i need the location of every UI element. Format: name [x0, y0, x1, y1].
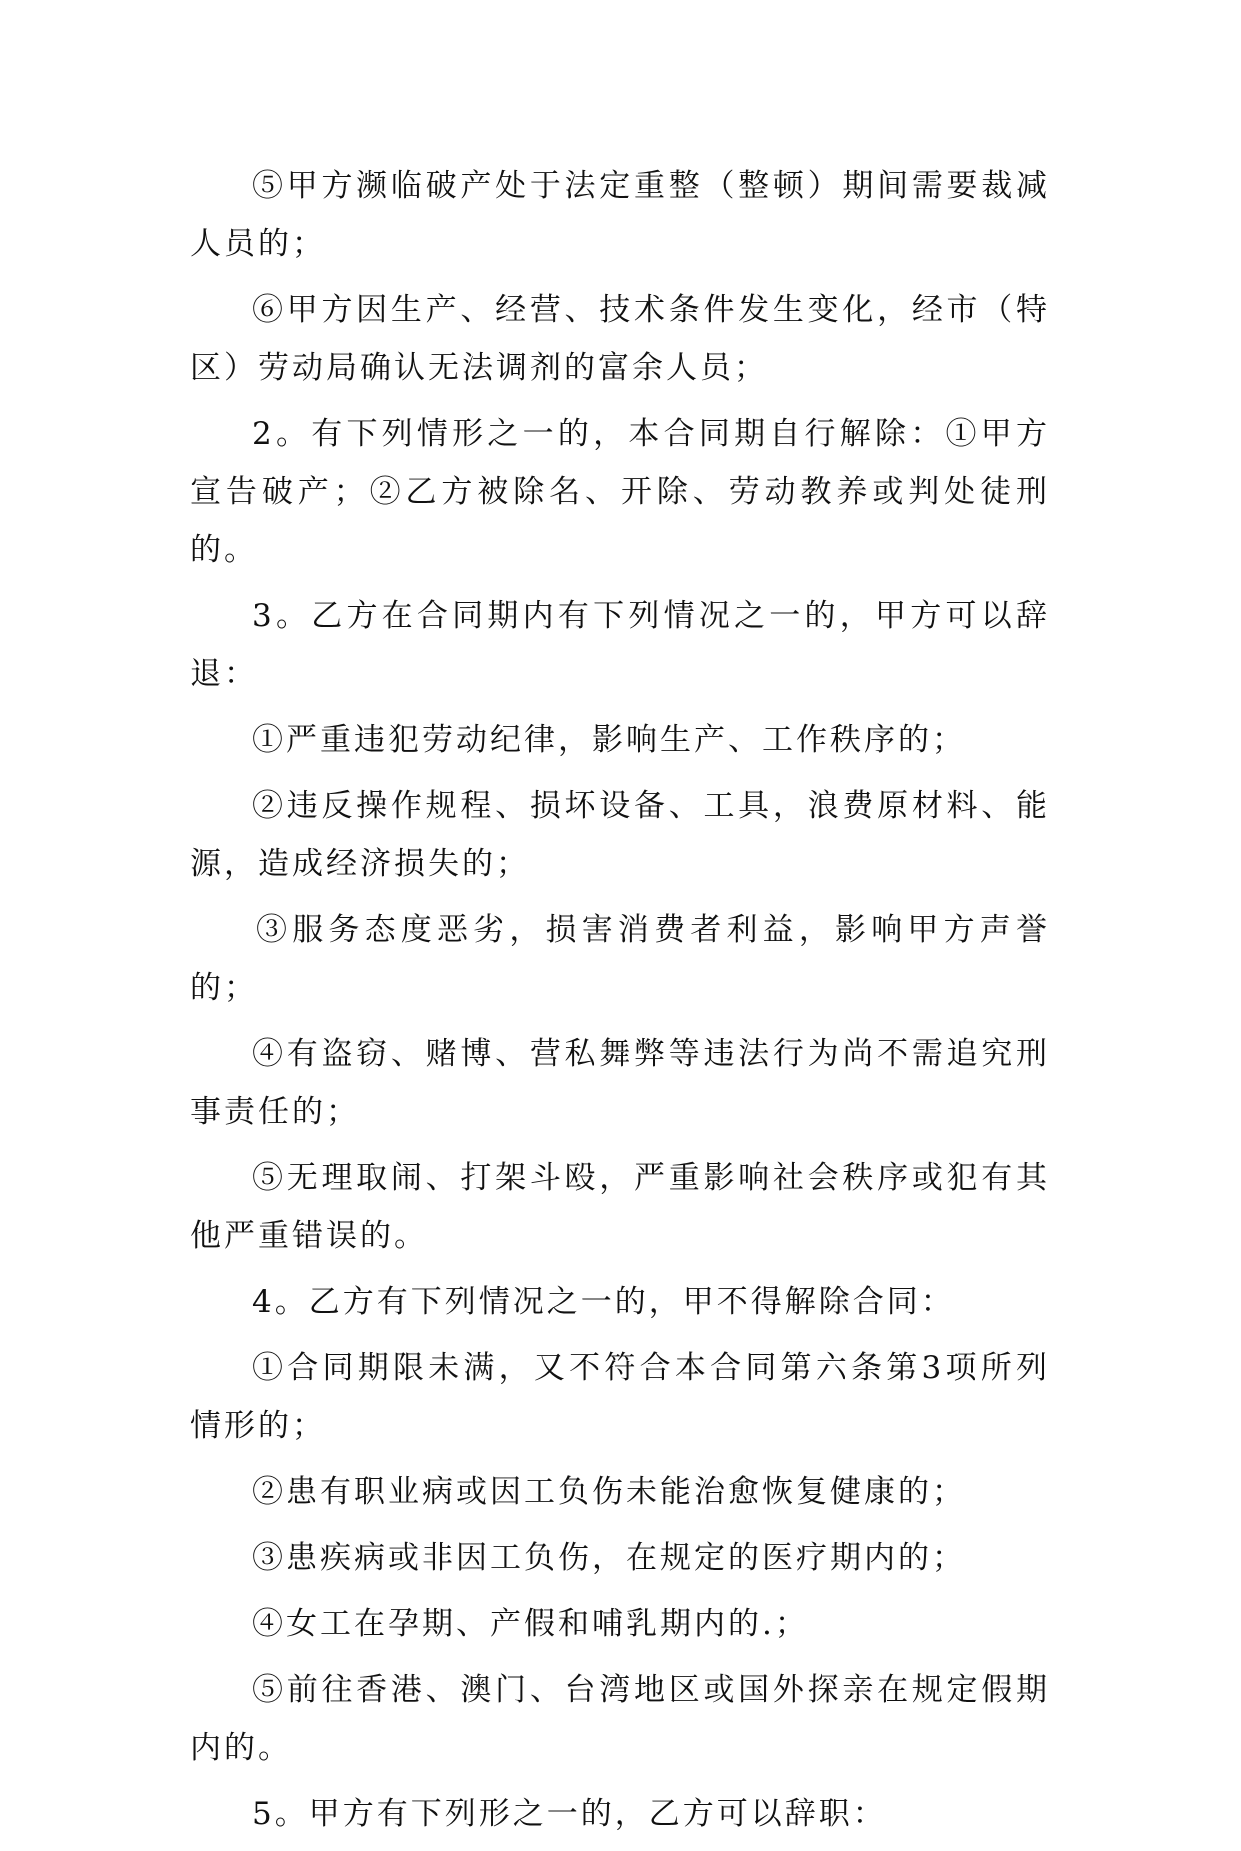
- clause-paragraph: 2。有下列情形之一的，本合同期自行解除：①甲方宣告破产；②乙方被除名、开除、劳动教养或判处徒刑的。: [190, 416, 1050, 568]
- clause-paragraph: ⑥甲方因生产、经营、技术条件发生变化，经市（特区）劳动局确认无法调剂的富余人员；: [190, 292, 1050, 386]
- clause-paragraph: 3。乙方在合同期内有下列情况之一的，甲方可以辞退：: [190, 598, 1050, 692]
- clause-paragraph: ④女工在孕期、产假和哺乳期内的.；: [252, 1606, 809, 1642]
- clause-paragraph: ⑤前往香港、澳门、台湾地区或国外探亲在规定假期内的。: [190, 1672, 1050, 1766]
- clause-paragraph: ①严重违犯劳动纪律，影响生产、工作秩序的；: [252, 722, 966, 758]
- document-body: [190, 157, 1050, 1851]
- clause-paragraph: ②违反操作规程、损坏设备、工具，浪费原材料、能源，造成经济损失的；: [190, 788, 1050, 882]
- clause-paragraph: ⑤甲方濒临破产处于法定重整（整顿）期间需要裁减人员的；: [190, 168, 1050, 262]
- clause-paragraph: ①合同期限未满，又不符合本合同第六条第3项所列情形的；: [190, 1350, 1050, 1444]
- clause-paragraph: 5。甲方有下列形之一的，乙方可以辞职：: [252, 1796, 887, 1832]
- clause-paragraph: ②患有职业病或因工负伤未能治愈恢复健康的；: [252, 1474, 966, 1510]
- clause-paragraph: ④有盗窃、赌博、营私舞弊等违法行为尚不需追究刑事责任的；: [190, 1036, 1050, 1130]
- clause-paragraph: ③服务态度恶劣，损害消费者利益，影响甲方声誉的；: [190, 912, 1050, 1006]
- clause-paragraph: ⑤无理取闹、打架斗殴，严重影响社会秩序或犯有其他严重错误的。: [190, 1160, 1050, 1254]
- clause-paragraph: ③患疾病或非因工负伤，在规定的医疗期内的；: [252, 1540, 966, 1576]
- clause-paragraph: 4。乙方有下列情况之一的，甲不得解除合同：: [252, 1284, 955, 1320]
